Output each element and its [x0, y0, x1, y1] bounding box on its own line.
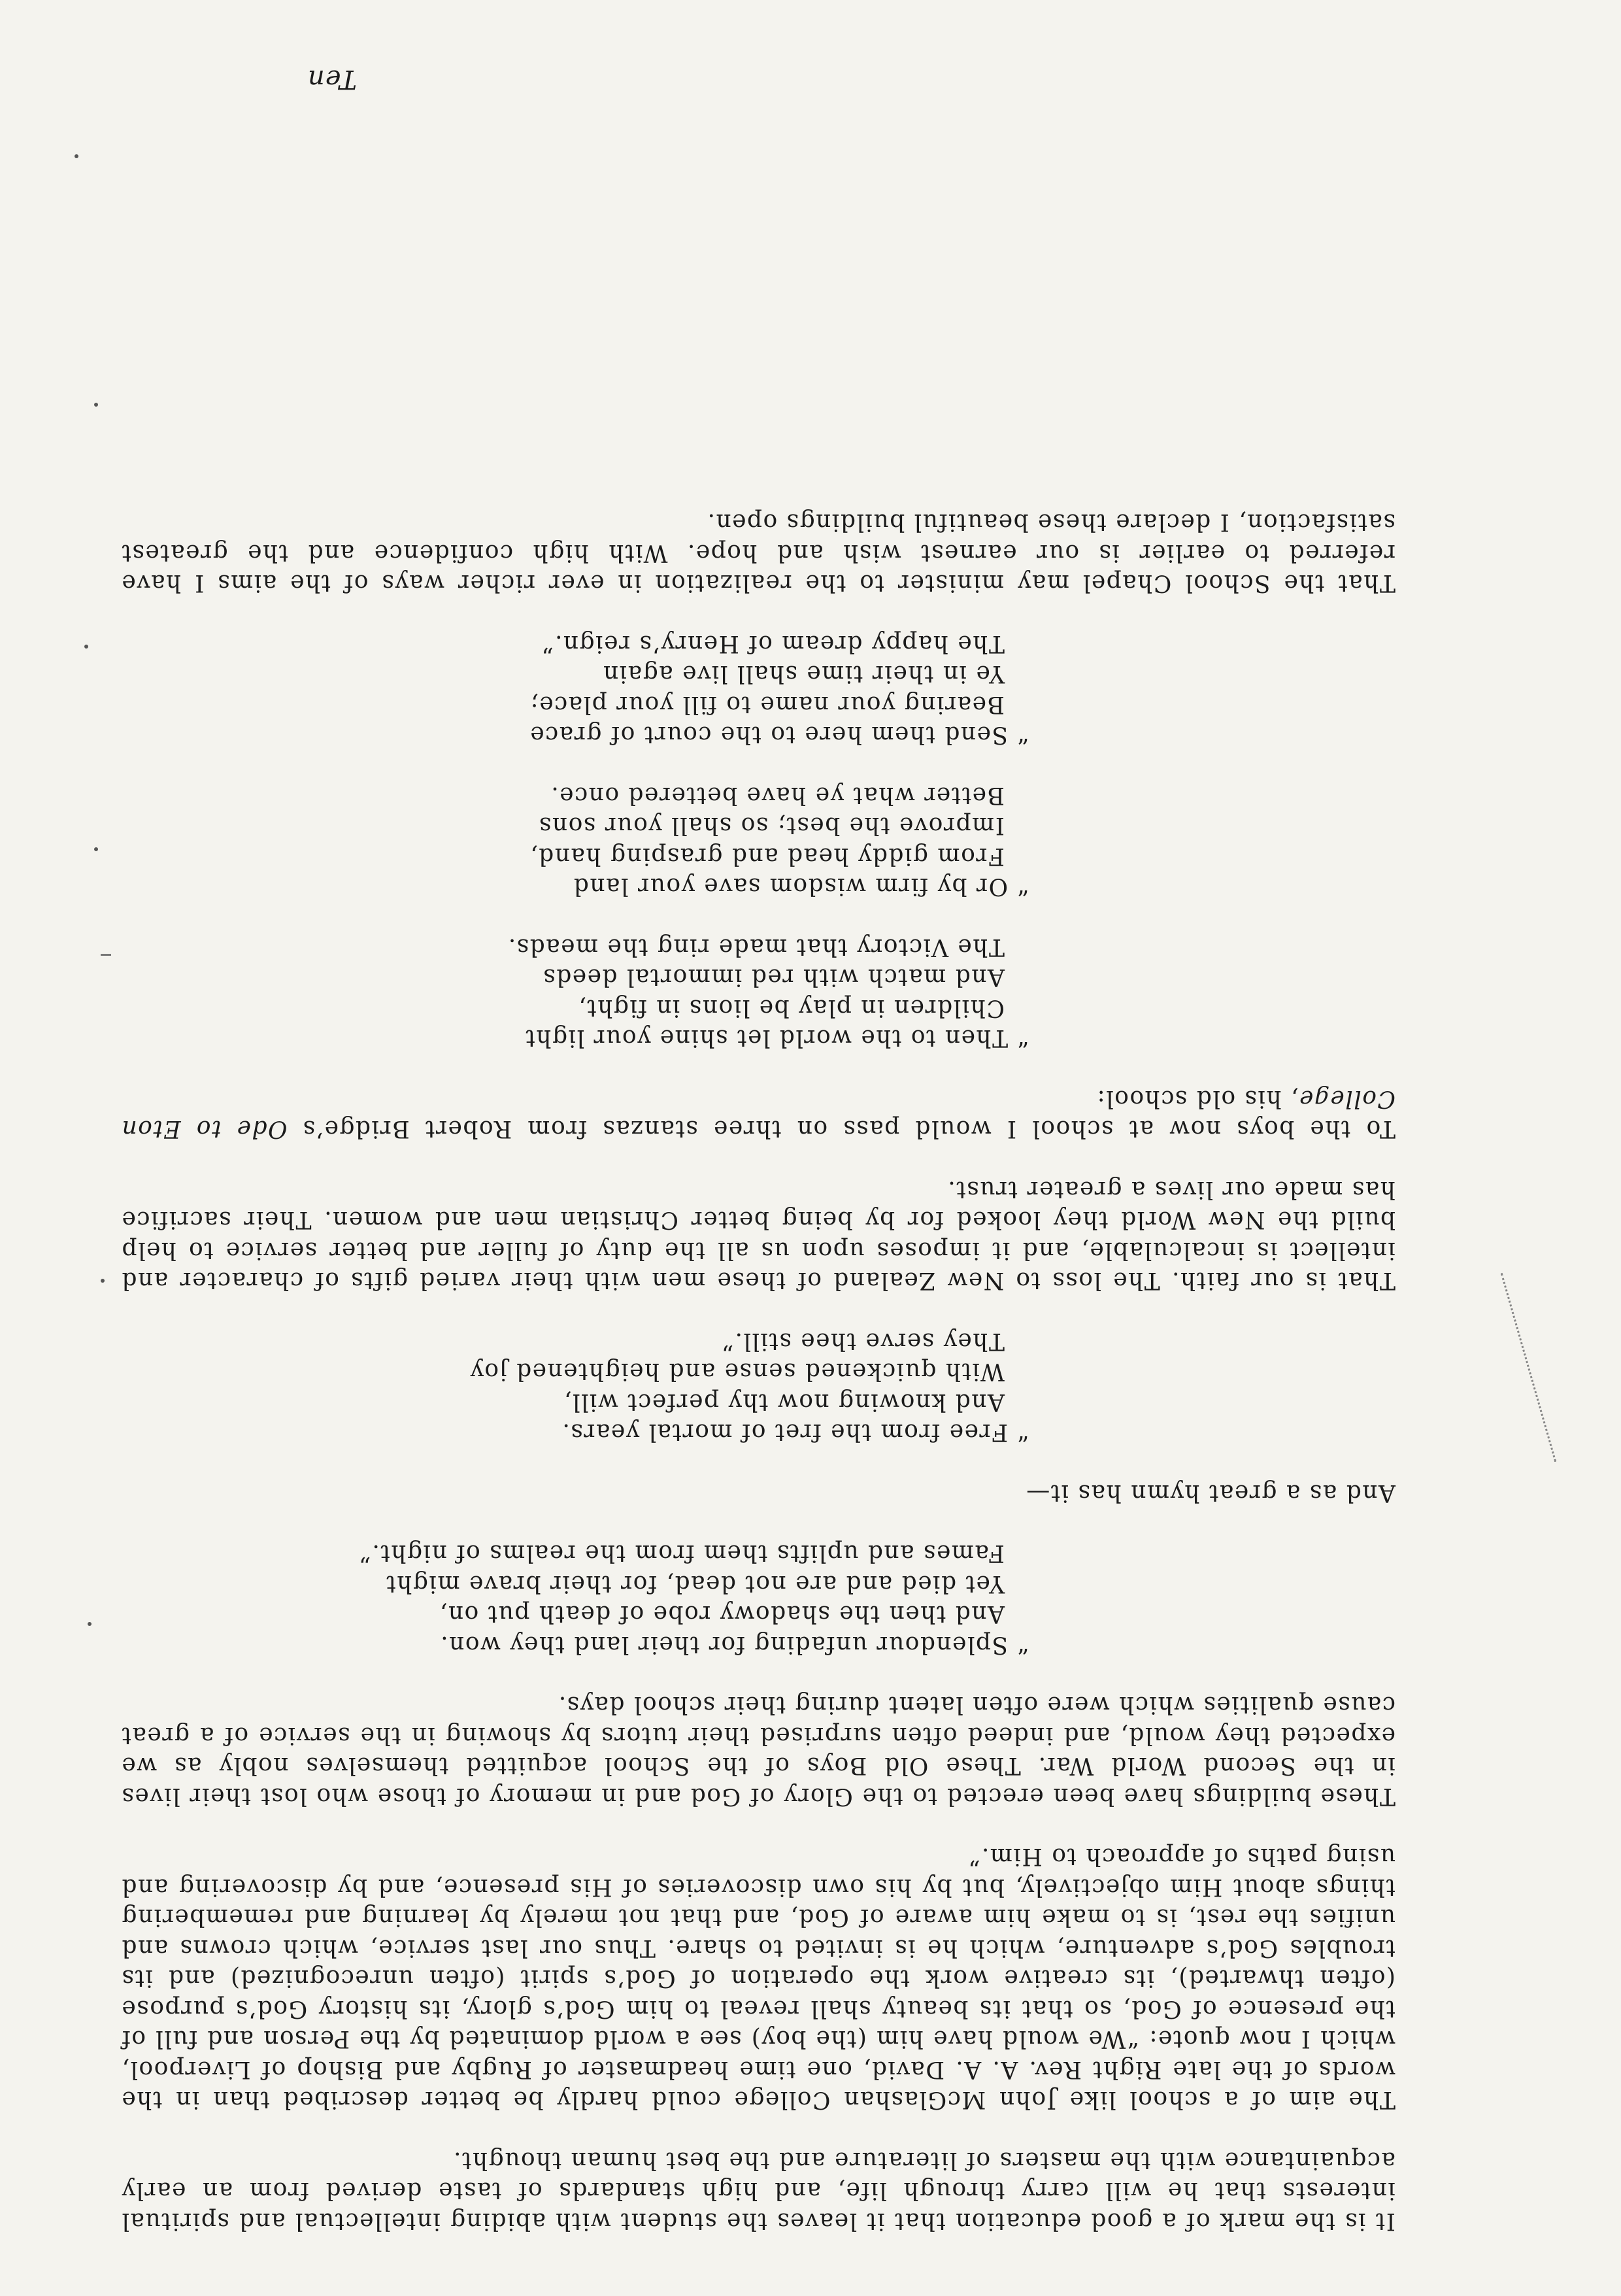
verse-line: “ Then to the world let shine your light: [524, 1024, 1029, 1052]
hymn-intro: And as a great hymn has it—: [1025, 1479, 1395, 1506]
scan-speck: [84, 645, 88, 649]
scan-speck: [88, 1622, 92, 1626]
verse-line: The happy dream of Henry’s reign.”: [541, 630, 1005, 657]
scan-mark: [101, 954, 111, 956]
verse-line: The Victory that made ring the meads.: [507, 934, 1005, 960]
paragraph-education: It is the mark of a good education that it leaves the student with abiding intellectual and spiritual interests that he will carry through life, and high standards of taste derived from an early acquaintance with the masters of literature and the best human thought.: [121, 2147, 1395, 2235]
verse-line: With quickened sense and heightened joy: [469, 1358, 1005, 1385]
verse-line: “ Or by firm wisdom save your land: [573, 873, 1029, 900]
scan-speck: [94, 403, 98, 407]
verse-line: Bearing your name to fill your place;: [529, 691, 1005, 718]
verse-line: Fames and uplifts them from the realms of night.”: [358, 1540, 1005, 1567]
scan-mark: [1499, 1273, 1556, 1462]
verse-line: Ye in their time shall live again: [602, 660, 1005, 688]
verse-line: And then the shadowy robe of death put on,: [439, 1600, 1005, 1628]
verse-line: They serve thee still.”: [721, 1328, 1005, 1355]
verse-line: From giddy head and grasping hand,: [529, 843, 1005, 869]
bridges-text-after: , his old school:: [1096, 1085, 1299, 1112]
stanza-wisdom: [121, 780, 1029, 902]
paragraph-school-aim: The aim of a school like John McGlashan College could hardly be better described than in the words of the late Right Rev. A. A. David, one time headmaster of Rugby and Bishop of Liverpool, which I now quote: “We would have him (the boy) see a world dominated by the Person and full of the presence of God, so that its beauty shall reveal to him God’s glory, its history God’s purpose (often thwarted), its creative work the operation of God’s spirit (often unrecognized) and its troubles God’s adventure, which he is invited to share. Thus our last service, which crowns and unifies the rest, is to make him aware of God, and that not merely by learning and remembering things about Him objectively, but by his own discoveries of His presence, and by discovering and using paths of approach to Him.”: [121, 1843, 1395, 2114]
verse-line: “ Splendour unfading for their land they won.: [439, 1631, 1029, 1658]
scan-speck: [75, 154, 78, 158]
verse-line: Yet died and are not dead, for their brave might: [385, 1570, 1005, 1597]
verse-line: Better what ye have bettered once.: [550, 782, 1005, 809]
verse-line: And knowing now thy perfect will,: [563, 1389, 1005, 1415]
scan-speck: [101, 1279, 105, 1283]
verse-line: “ Free from the fret of mortal years.: [561, 1419, 1029, 1446]
verse-line: “ Send them here to the court of grace: [529, 721, 1029, 749]
paragraph-bridges: [121, 1083, 1395, 1144]
stanza-light: [121, 932, 1029, 1053]
paragraph-closing: That the School Chapel may minister to the realization in ever richer ways of the aims I have referred to earlier is our earnest wish and hope. With high confidence and the greatest satisfaction, I declare these beautiful buildings open.: [121, 509, 1395, 597]
verse-line: And match with red immortal deeds: [542, 964, 1005, 991]
document-body: [121, 477, 1395, 2236]
paragraph-faith: That is our faith. The loss to New Zealand of these men with their varied gifts of character and intellect is incalculable, and it imposes upon us all the duty of fuller and better service to help build the New World they looked for by being better Christian men and women. Their sacrifice has made our lives a greater trust.: [121, 1176, 1395, 1294]
verse-hymn: [121, 1326, 1029, 1447]
ode-title: Ode to Eton College: [121, 1085, 1395, 1143]
verse-line: Improve the best; so shall your sons: [538, 812, 1005, 839]
paragraph-memorial: These buildings have been erected to the Glory of God and in memory of those who lost their lives in the Second World War. These Old Boys of the School acquitted themselves nobly as we expected they would, and indeed often surprised their tutors by showing in the service of a great cause qualities which were often latent during their school days.: [121, 1691, 1395, 1810]
verse-splendour: [121, 1538, 1029, 1659]
page-number: Ten: [307, 64, 358, 94]
scan-speck: [94, 847, 98, 851]
bridges-text-before: To the boys now at school I would pass on three stanzas from Robert Bridge’s: [287, 1115, 1395, 1143]
stanza-grace: [121, 628, 1029, 750]
verse-line: Children in play be lions in fight,: [577, 994, 1005, 1021]
